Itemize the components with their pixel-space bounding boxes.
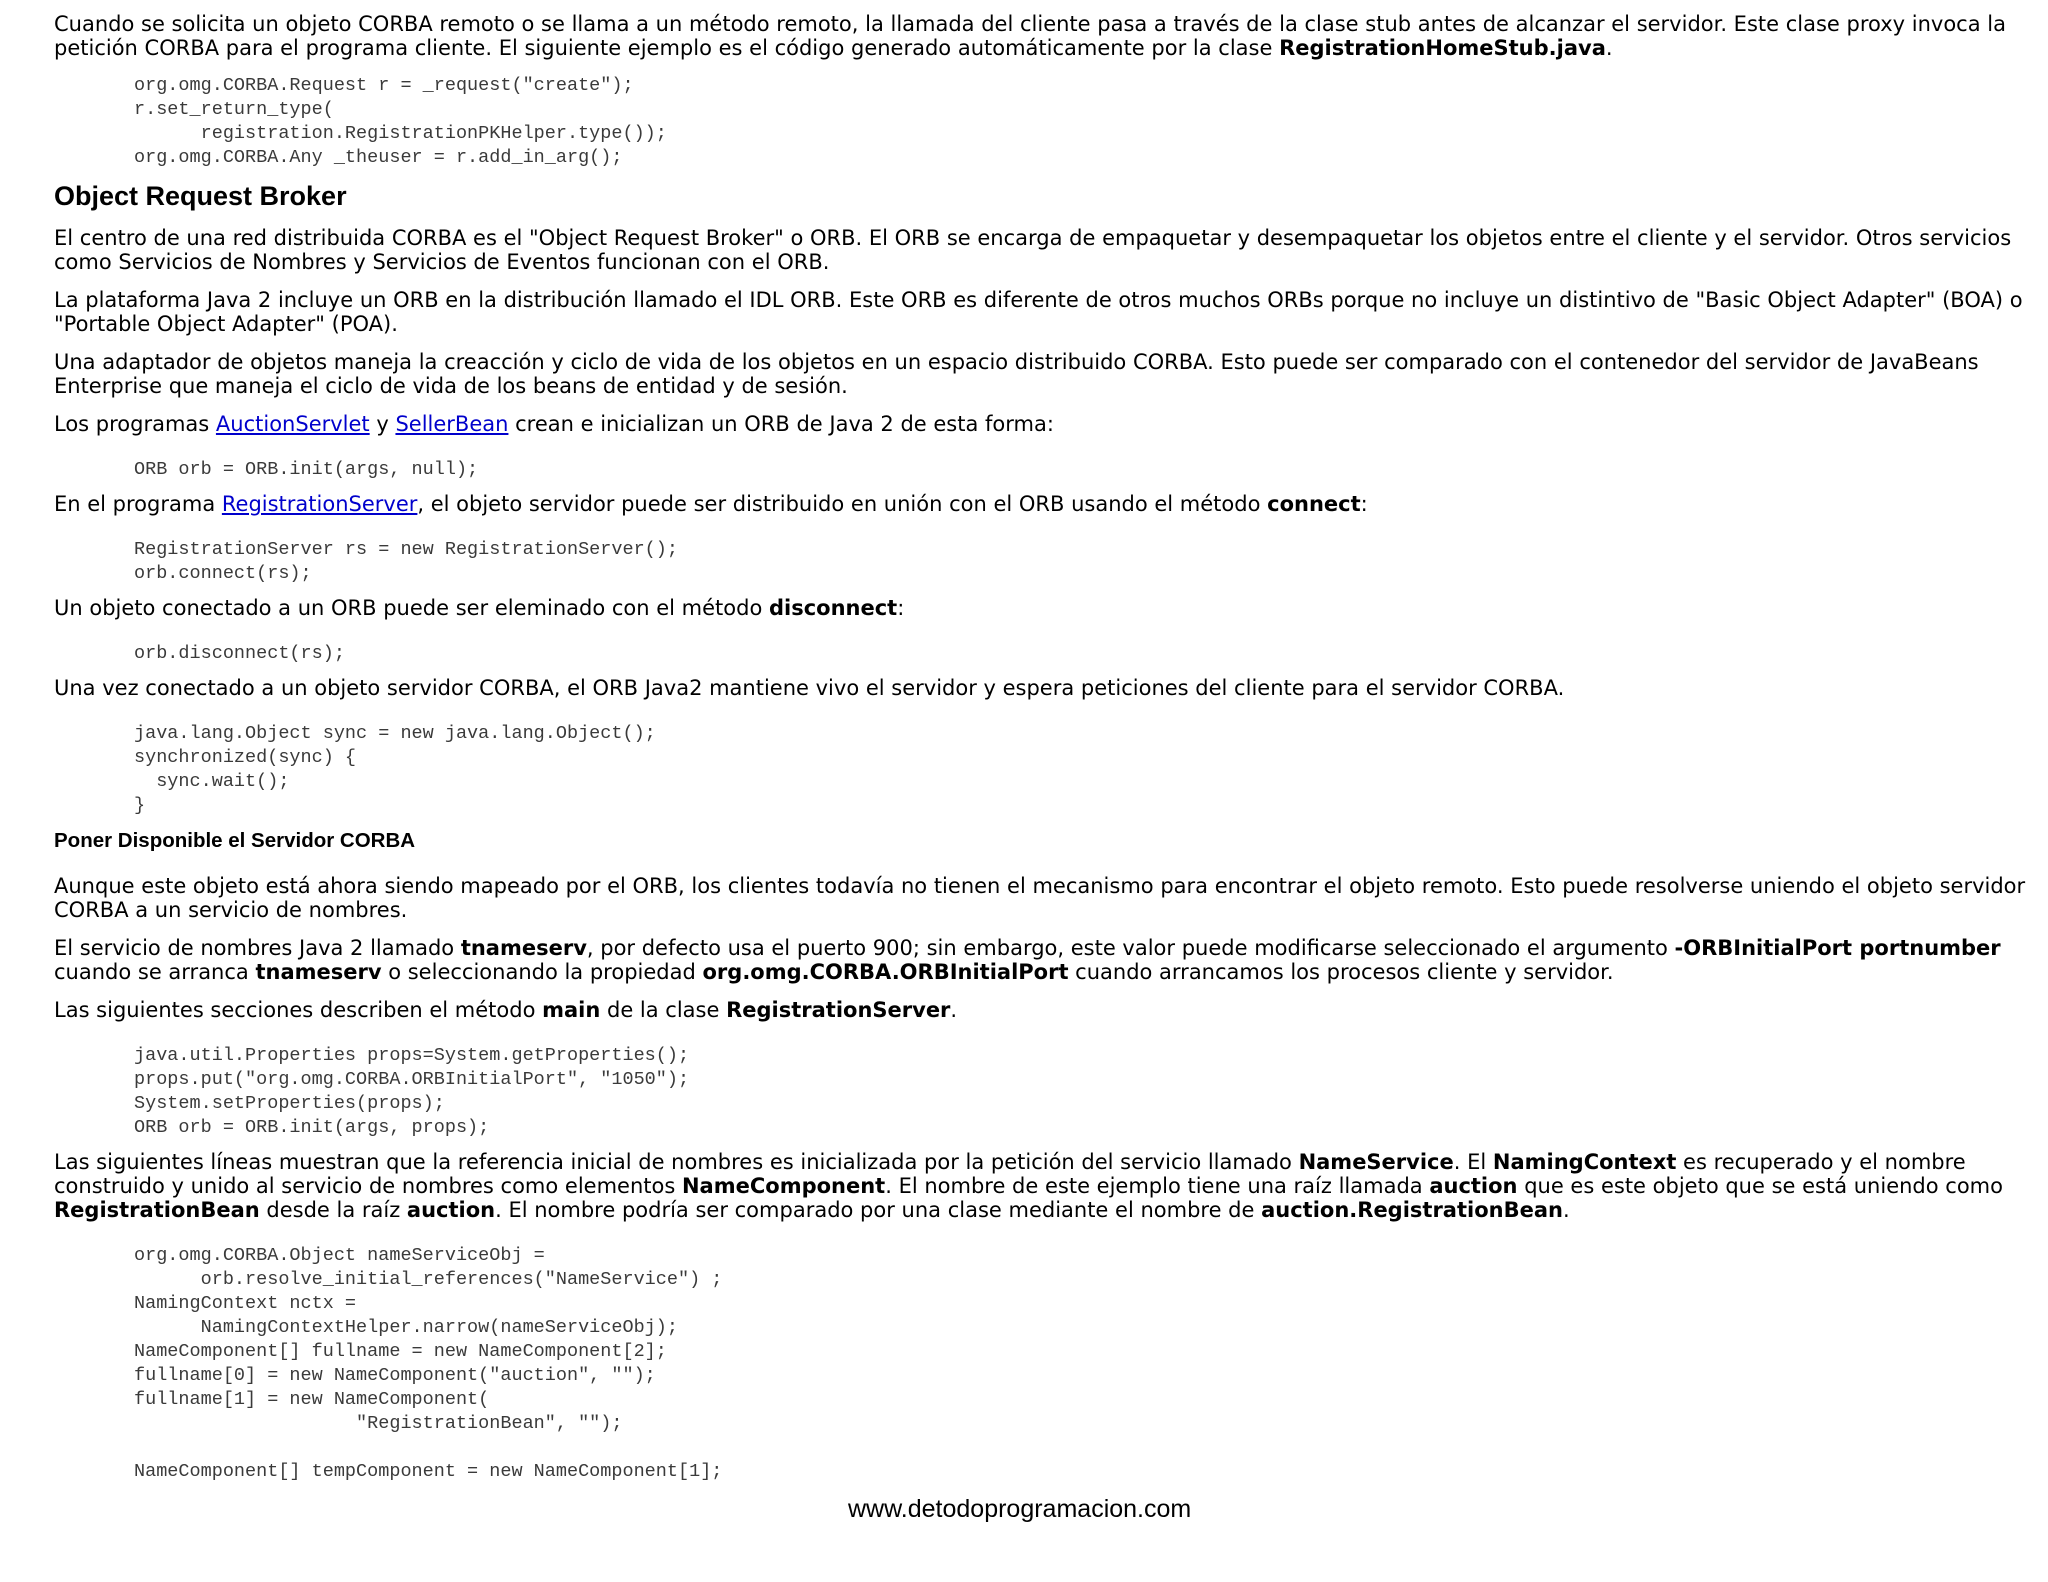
paragraph-naming-context: Las siguientes líneas muestran que la referencia inicial de nombres es inicializada por la petición del servicio llamado NameService. El NamingContext es recuperado y el nombre construido y unido al servicio de nombres como elementos NameComponent. El nombre de este ejemplo tiene una raíz llamada auction que es este objeto que se está uniendo como RegistrationBean desde la raíz auction. El nombre podría ser comparado por una clase mediante el nombre de auction.RegistrationBean. <box>54 1150 2003 1222</box>
paragraph-connect: En el programa RegistrationServer, el objeto servidor puede ser distribuido en unión con el ORB usando el método connect: <box>54 492 1368 516</box>
watermark-url: www.detodoprogramacion.com <box>848 1495 1192 1523</box>
section-heading-orb: Object Request Broker <box>54 181 347 211</box>
paragraph-disconnect: Un objeto conectado a un ORB puede ser eleminado con el método disconnect: <box>54 596 905 620</box>
paragraph-naming-service: Aunque este objeto está ahora siendo mapeado por el ORB, los clientes todavía no tienen el mecanismo para encontrar el objeto remoto. Esto puede resolverse uniendo el objeto servidor CORBA a un servicio de nombres. <box>54 874 2026 922</box>
link-sellerbean[interactable]: SellerBean <box>395 412 509 436</box>
method-name-connect: connect <box>1267 492 1361 516</box>
paragraph-object-adapter: Una adaptador de objetos maneja la creacción y ciclo de vida de los objetos en un espacio distribuido CORBA. Esto puede ser comparado con el contenedor del servidor de JavaBeans Enterprise que maneja el ciclo de vida de los beans de entidad y de sesión. <box>54 350 1979 398</box>
code-block-sync: java.lang.Object sync = new java.lang.Object(); synchronized(sync) { sync.wait(); } <box>134 723 656 816</box>
paragraph-keep-alive: Una vez conectado a un objeto servidor CORBA, el ORB Java2 mantiene vivo el servidor y espera peticiones del cliente para el servidor CORBA. <box>54 676 1565 700</box>
link-auctionservlet[interactable]: AuctionServlet <box>215 412 370 436</box>
paragraph-stub-intro: Cuando se solicita un objeto CORBA remoto o se llama a un método remoto, la llamada del cliente pasa a través de la clase stub antes de alcanzar el servidor. Este clase proxy invoca la petición CORBA para el programa cliente. El siguiente ejemplo es el código generado automáticamente por la clase RegistrationHomeStub.java. <box>54 12 2006 60</box>
code-block-name-component: org.omg.CORBA.Object nameServiceObj = orb.resolve_initial_references("NameService") ; NamingContext nctx = NamingContextHelper.narrow(nameServiceObj); NameComponent[] fullname = new NameComponent[2]; fullname[0] = new NameComponent("auction", ""); fullname[1] = new NameComponent( "RegistrationBean", ""); NameComponent[] tempComponent = new NameComponent[1]; <box>134 1245 723 1482</box>
paragraph-java2-orb: La plataforma Java 2 incluye un ORB en la distribución llamado el IDL ORB. Este ORB es diferente de otros muchos ORBs porque no incluye un distintivo de "Basic Object Adapter" (BOA) o "Portable Object Adapter" (POA). <box>54 288 2023 336</box>
paragraph-orb-center: El centro de una red distribuida CORBA es el "Object Request Broker" o ORB. El ORB se encarga de empaquetar y desempaquetar los objetos entre el cliente y el servidor. Otros servicios como Servicios de Nombres y Servicios de Eventos funcionan con el ORB. <box>54 226 2012 274</box>
document-page <box>54 12 2034 1494</box>
section-heading-available-server: Poner Disponible el Servidor CORBA <box>54 829 416 852</box>
class-name-registrationhomestub: RegistrationHomeStub.java <box>1279 36 1606 60</box>
code-block-request: org.omg.CORBA.Request r = _request("create"); r.set_return_type( registration.RegistrationPKHelper.type()); org.omg.CORBA.Any _theuser = r.add_in_arg(); <box>134 75 667 168</box>
code-block-properties: java.util.Properties props=System.getProperties(); props.put("org.omg.CORBA.ORBInitialPort", "1050"); System.setProperties(props); ORB orb = ORB.init(args, props); <box>134 1045 690 1138</box>
link-registrationserver[interactable]: RegistrationServer <box>221 492 418 516</box>
method-name-disconnect: disconnect <box>768 596 898 620</box>
code-block-connect: RegistrationServer rs = new RegistrationServer(); orb.connect(rs); <box>134 539 678 584</box>
code-block-orb-init: ORB orb = ORB.init(args, null); <box>134 459 479 480</box>
paragraph-programs: Los programas AuctionServlet y SellerBean crean e inicializan un ORB de Java 2 de esta forma: <box>54 412 1054 436</box>
code-block-disconnect: orb.disconnect(rs); <box>134 643 345 664</box>
paragraph-main-method: Las siguientes secciones describen el método main de la clase RegistrationServer. <box>54 998 958 1022</box>
paragraph-tnameserv: El servicio de nombres Java 2 llamado tnameserv, por defecto usa el puerto 900; sin embargo, este valor puede modificarse seleccionado el argumento -ORBInitialPort portnumber cuando se arranca tnameserv o seleccionando la propiedad org.omg.CORBA.ORBInitialPort cuando arrancamos los procesos cliente y servidor. <box>54 936 2001 984</box>
